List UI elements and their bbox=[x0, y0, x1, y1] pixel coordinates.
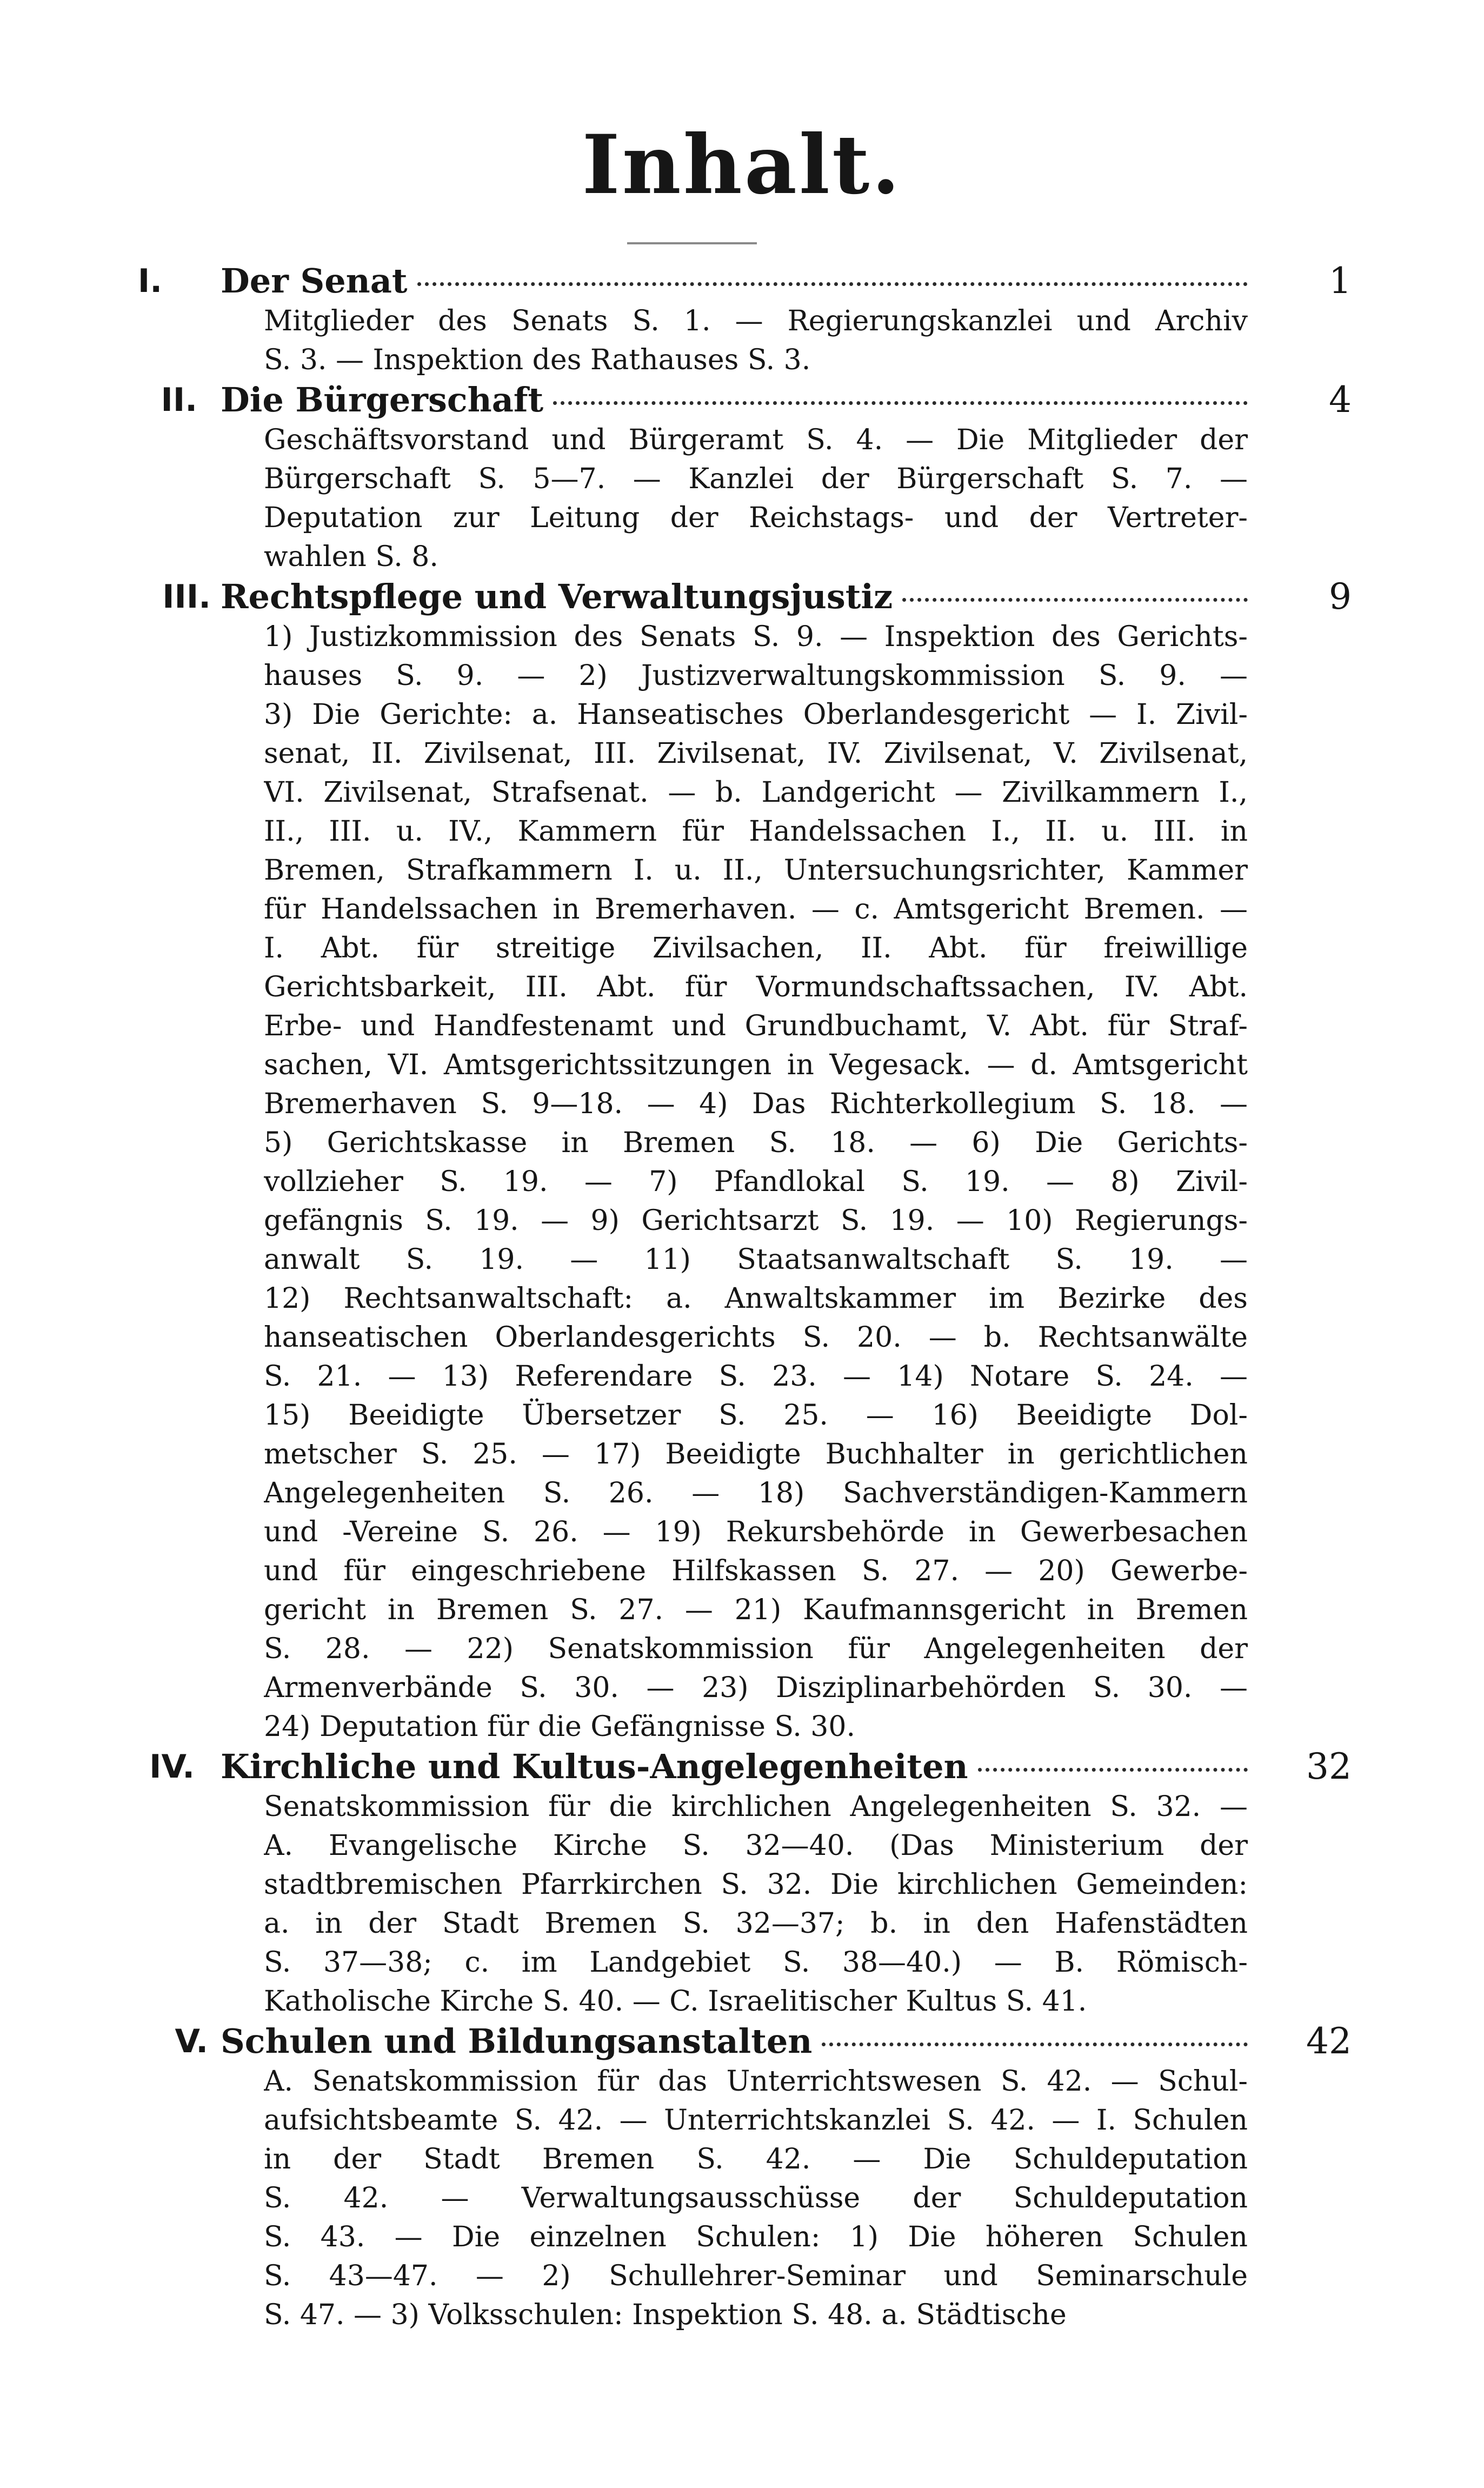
contents-line: gericht in Bremen S. 27. — 21) Kaufmannsgericht in Bremen bbox=[264, 1594, 1248, 1626]
contents-line: Gerichtsbarkeit, III. Abt. für Vormundschaftssachen, IV. Abt. bbox=[264, 971, 1248, 1003]
contents-line: in der Stadt Bremen S. 42. — Die Schuldeputation bbox=[264, 2143, 1248, 2176]
contents-line: S. 3. — Inspektion des Rathauses S. 3. bbox=[264, 344, 811, 376]
contents-line: sachen, VI. Amtsgerichtssitzungen in Vegesack. — d. Amtsgericht bbox=[264, 1049, 1248, 1081]
contents-line: VI. Zivilsenat, Strafsenat. — b. Landgericht — Zivilkammern I., bbox=[264, 776, 1248, 809]
section-heading-line bbox=[221, 380, 1248, 421]
contents-line: S. 37—38; c. im Landgebiet S. 38—40.) — B. Römisch- bbox=[264, 1946, 1248, 1979]
contents-line: vollzieher S. 19. — 7) Pfandlokal S. 19. — 8) Zivil- bbox=[264, 1166, 1248, 1198]
contents-line: a. in der Stadt Bremen S. 32—37; b. in den Hafenstädten bbox=[264, 1907, 1248, 1940]
toc-section bbox=[0, 2021, 1484, 2334]
toc-section-heading-row bbox=[0, 1746, 1484, 1787]
contents-line: S. 42. — Verwaltungsausschüsse der Schuldeputation bbox=[264, 2182, 1248, 2214]
contents-line: Senatskommission für die kirchlichen Angelegenheiten S. 32. — bbox=[264, 1791, 1248, 1823]
contents-line: Katholische Kirche S. 40. — C. Israelitischer Kultus S. 41. bbox=[264, 1985, 1087, 2018]
section-heading: Kirchliche und Kultus-Angelegenheiten bbox=[221, 1747, 968, 1786]
contents-line: II., III. u. IV., Kammern für Handelssachen I., II. u. III. in bbox=[264, 815, 1248, 848]
contents-line: Geschäftsvorstand und Bürgeramt S. 4. — Die Mitglieder der bbox=[264, 424, 1248, 456]
contents-line: A. Evangelische Kirche S. 32—40. (Das Ministerium der bbox=[264, 1830, 1248, 1862]
page-title: Inhalt. bbox=[582, 117, 902, 212]
dot-leader bbox=[417, 282, 1248, 286]
contents-line: Bremen, Strafkammern I. u. II., Untersuchungsrichter, Kammer bbox=[264, 854, 1248, 887]
section-numeral: V. bbox=[175, 2023, 208, 2060]
section-page-number: 4 bbox=[1329, 379, 1352, 421]
toc-section bbox=[0, 380, 1484, 576]
section-contents bbox=[264, 302, 1248, 380]
contents-line: Angelegenheiten S. 26. — 18) Sachverständigen-Kammern bbox=[264, 1477, 1248, 1509]
contents-line: S. 43—47. — 2) Schullehrer-Seminar und Seminarschule bbox=[264, 2260, 1248, 2292]
dot-leader bbox=[553, 401, 1248, 405]
section-numeral: III. bbox=[162, 578, 211, 616]
contents-line: und für eingeschriebene Hilfskassen S. 27. — 20) Gewerbe- bbox=[264, 1555, 1248, 1587]
section-page-number: 1 bbox=[1329, 260, 1352, 302]
section-contents bbox=[264, 1787, 1248, 2021]
contents-line: 1) Justizkommission des Senats S. 9. — Inspektion des Gerichts- bbox=[264, 621, 1248, 653]
contents-line: wahlen S. 8. bbox=[264, 541, 438, 573]
toc-section-heading-row bbox=[0, 576, 1484, 617]
section-page-number: 9 bbox=[1329, 576, 1352, 617]
dot-leader bbox=[822, 2043, 1248, 2046]
contents-line: hanseatischen Oberlandesgerichts S. 20. — b. Rechtsanwälte bbox=[264, 1321, 1248, 1354]
dot-leader bbox=[902, 598, 1248, 602]
contents-line: S. 21. — 13) Referendare S. 23. — 14) Notare S. 24. — bbox=[264, 1360, 1248, 1393]
section-heading: Die Bürgerschaft bbox=[221, 380, 544, 420]
contents-line: Mitglieder des Senats S. 1. — Regierungskanzlei und Archiv bbox=[264, 305, 1248, 337]
contents-line: aufsichtsbeamte S. 42. — Unterrichtskanzlei S. 42. — I. Schulen bbox=[264, 2104, 1248, 2137]
section-contents bbox=[264, 617, 1248, 1746]
contents-line: anwalt S. 19. — 11) Staatsanwaltschaft S. 19. — bbox=[264, 1243, 1248, 1276]
section-heading-line bbox=[221, 576, 1248, 617]
contents-line: 15) Beeidigte Übersetzer S. 25. — 16) Beeidigte Dol- bbox=[264, 1399, 1248, 1432]
contents-line: für Handelssachen in Bremerhaven. — c. Amtsgericht Bremen. — bbox=[264, 893, 1248, 926]
contents-line: senat, II. Zivilsenat, III. Zivilsenat, IV. Zivilsenat, V. Zivilsenat, bbox=[264, 737, 1248, 770]
contents-line: A. Senatskommission für das Unterrichtswesen S. 42. — Schul- bbox=[264, 2065, 1248, 2098]
contents-line: S. 47. — 3) Volksschulen: Inspektion S. 48. a. Städtische bbox=[264, 2299, 1067, 2331]
section-page-number: 42 bbox=[1306, 2020, 1352, 2062]
toc-section-heading-row bbox=[0, 380, 1484, 421]
toc-section bbox=[0, 576, 1484, 1746]
contents-line: und -Vereine S. 26. — 19) Rekursbehörde in Gewerbesachen bbox=[264, 1516, 1248, 1548]
contents-line: metscher S. 25. — 17) Beeidigte Buchhalter in gerichtlichen bbox=[264, 1438, 1248, 1471]
section-numeral: II. bbox=[161, 381, 197, 419]
toc-section-heading-row bbox=[0, 261, 1484, 302]
section-heading: Schulen und Bildungsanstalten bbox=[221, 2021, 813, 2061]
section-page-number: 32 bbox=[1306, 1746, 1352, 1787]
section-heading-line bbox=[221, 2021, 1248, 2062]
contents-line: 5) Gerichtskasse in Bremen S. 18. — 6) Die Gerichts- bbox=[264, 1127, 1248, 1159]
toc-section bbox=[0, 261, 1484, 380]
contents-line: Erbe- und Handfestenamt und Grundbuchamt, V. Abt. für Straf- bbox=[264, 1010, 1248, 1042]
contents-line: S. 43. — Die einzelnen Schulen: 1) Die höheren Schulen bbox=[264, 2221, 1248, 2253]
contents-line: S. 28. — 22) Senatskommission für Angelegenheiten der bbox=[264, 1633, 1248, 1665]
section-heading-line bbox=[221, 1746, 1248, 1787]
contents-line: Deputation zur Leitung der Reichstags- und der Vertreter- bbox=[264, 502, 1248, 534]
toc-section bbox=[0, 1746, 1484, 2021]
contents-line: stadtbremischen Pfarrkirchen S. 32. Die kirchlichen Gemeinden: bbox=[264, 1868, 1248, 1901]
contents-line: I. Abt. für streitige Zivilsachen, II. Abt. für freiwillige bbox=[264, 932, 1248, 964]
title-divider bbox=[627, 242, 757, 244]
section-heading: Rechtspflege und Verwaltungsjustiz bbox=[221, 577, 893, 616]
contents-line: 12) Rechtsanwaltschaft: a. Anwaltskammer im Bezirke des bbox=[264, 1282, 1248, 1315]
contents-line: Armenverbände S. 30. — 23) Disziplinarbehörden S. 30. — bbox=[264, 1672, 1248, 1704]
contents-line: Bürgerschaft S. 5—7. — Kanzlei der Bürgerschaft S. 7. — bbox=[264, 463, 1248, 495]
contents-line: Bremerhaven S. 9—18. — 4) Das Richterkollegium S. 18. — bbox=[264, 1088, 1248, 1120]
section-numeral: I. bbox=[137, 262, 162, 300]
dot-leader bbox=[978, 1768, 1248, 1772]
contents-line: 24) Deputation für die Gefängnisse S. 30. bbox=[264, 1711, 855, 1743]
section-heading: Der Senat bbox=[221, 261, 408, 301]
contents-line: hauses S. 9. — 2) Justizverwaltungskommission S. 9. — bbox=[264, 660, 1248, 692]
contents-line: 3) Die Gerichte: a. Hanseatisches Oberlandesgericht — I. Zivil- bbox=[264, 698, 1248, 731]
section-numeral: IV. bbox=[149, 1748, 195, 1786]
contents-line: gefängnis S. 19. — 9) Gerichtsarzt S. 19. — 10) Regierungs- bbox=[264, 1205, 1248, 1237]
section-contents bbox=[264, 2062, 1248, 2334]
toc-section-heading-row bbox=[0, 2021, 1484, 2062]
section-heading-line bbox=[221, 261, 1248, 302]
section-contents bbox=[264, 421, 1248, 576]
table-of-contents bbox=[0, 260, 1484, 2334]
